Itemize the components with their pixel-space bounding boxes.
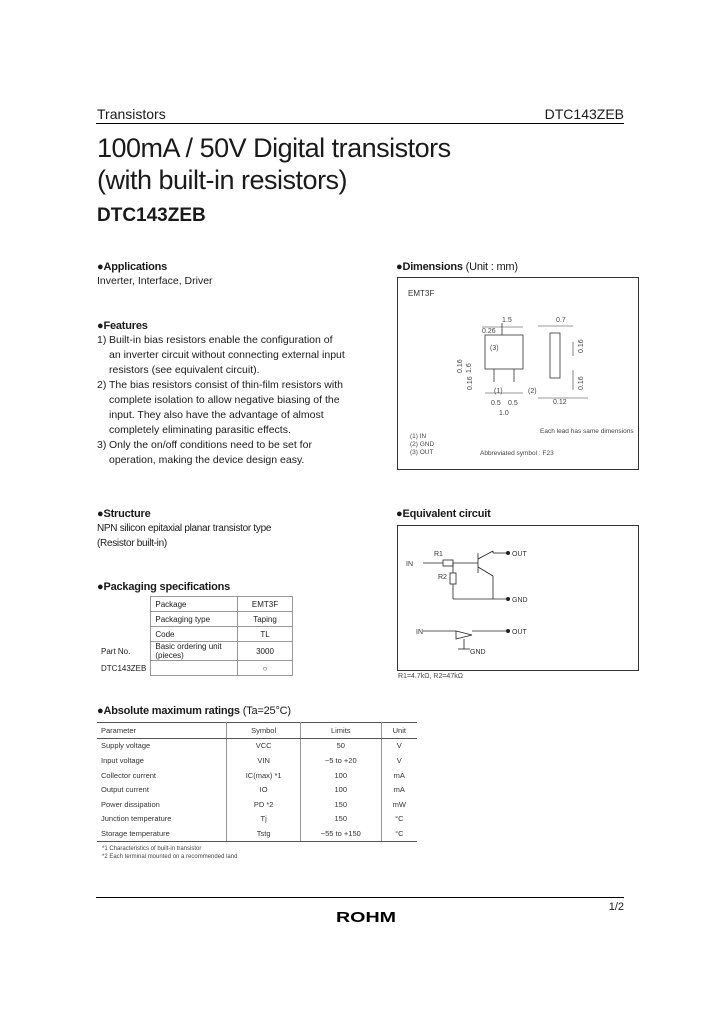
packaging-row: [97, 612, 293, 627]
packaging-value: TL: [238, 627, 293, 642]
svg-text:ROHM: ROHM: [336, 910, 396, 923]
dim-0-16-b: 0.16: [578, 339, 585, 353]
ratings-row: [97, 826, 417, 841]
packaging-value: ○: [238, 661, 293, 676]
packaging-row: [97, 642, 293, 661]
ratings-cell: 50: [300, 738, 381, 753]
ratings-row: [97, 753, 417, 768]
ratings-cell: VIN: [227, 753, 301, 768]
packaging-value: EMT3F: [238, 597, 293, 612]
ratings-cell: °C: [395, 814, 404, 824]
gnd-label: GND: [512, 597, 528, 604]
dim-1-6: 1.6: [466, 363, 473, 373]
structure-heading: ●Structure: [97, 508, 151, 520]
dim-0-16-a: 0.16: [457, 359, 464, 373]
resistor-values: R1=4.7kΩ, R2=47kΩ: [398, 673, 463, 680]
dim-1-0: 1.0: [499, 410, 509, 417]
ratings-heading: ●Absolute maximum ratings (Ta=25°C): [97, 705, 291, 717]
ratings-column-header: Limits: [300, 723, 381, 739]
ratings-cell: V: [396, 741, 402, 751]
ratings-cell: mW: [392, 799, 406, 809]
feature-item: 2) The bias resistors consist of thin-film resistors with complete isolation to allow negative biasing of the input. They also have the advantage of almost completely eliminating parasitic effects.: [97, 379, 343, 436]
ratings-row: [97, 768, 417, 783]
ratings-row: [97, 797, 417, 812]
pin-3: (3) OUT: [410, 449, 434, 456]
ratings-cell: mA: [393, 770, 405, 780]
ratings-cell: 100: [300, 782, 381, 797]
packaging-label: [97, 627, 151, 642]
dim-0-12: 0.12: [553, 399, 567, 406]
packaging-table: [97, 596, 293, 676]
ratings-cell: Storage temperature: [97, 826, 227, 841]
packaging-row: [97, 661, 293, 676]
dim-pin-2: (2): [528, 388, 537, 395]
ratings-cell: °C: [381, 826, 417, 841]
ratings-cell: Tstg: [227, 826, 301, 841]
dim-0-16-c: 0.16: [578, 376, 585, 390]
ratings-notes: *1 Characteristics of built-in transistor *2 Each terminal mounted on a recommended land: [102, 846, 238, 860]
dim-0-26: 0.26: [482, 328, 496, 335]
ratings-row: [97, 738, 417, 753]
ratings-row: [97, 812, 417, 827]
dimensions-drawing: [398, 278, 638, 469]
package-body: [485, 335, 523, 369]
equivalent-circuit-drawing: [398, 526, 638, 670]
header-rule: [96, 123, 624, 124]
ratings-cell: mA: [393, 785, 405, 795]
in-label: IN: [406, 561, 413, 568]
features-list: [97, 333, 347, 468]
out2-terminal: [506, 629, 510, 633]
feature-item: 3) Only the on/off conditions need to be set for operation, making the device design easy.: [97, 439, 312, 466]
abbreviated-symbol: Abbreviated symbol : F23: [480, 450, 554, 457]
out-label: OUT: [512, 551, 527, 558]
ratings-cell: IO: [227, 782, 301, 797]
out2-label: OUT: [512, 629, 527, 636]
ratings-cell: IC(max) *1: [227, 768, 301, 783]
ratings-cell: −5 to +20: [300, 753, 381, 768]
page-number: 1/2: [608, 901, 624, 913]
dim-0-5-b: 0.5: [508, 400, 518, 407]
structure-text: NPN silicon epitaxial planar transistor type (Resistor built-in): [97, 523, 272, 549]
packaging-label: Part No.: [101, 646, 131, 656]
ratings-cell: Tj: [227, 812, 301, 827]
dim-pin-1: (1): [494, 388, 503, 395]
applications-text: Inverter, Interface, Driver: [97, 275, 213, 287]
ratings-column-header: Parameter: [97, 723, 227, 739]
gnd-terminal: [506, 597, 510, 601]
r2-label: R2: [438, 574, 447, 581]
packaging-heading: ●Packaging specifications: [97, 581, 231, 593]
ratings-cell: 100: [300, 768, 381, 783]
header-category: Transistors: [97, 106, 166, 122]
ratings-row: [97, 782, 417, 797]
dim-0-16-d: 0.16: [467, 376, 474, 390]
applications-heading: ●Applications: [97, 261, 168, 273]
equivalent-circuit-heading: ●Equivalent circuit: [396, 508, 491, 520]
packaging-label: [97, 597, 151, 612]
lead-note: Each lead has same dimensions: [540, 428, 634, 435]
ratings-column-header: Unit: [381, 723, 417, 739]
dim-0-5-a: 0.5: [491, 400, 501, 407]
ratings-cell: Collector current: [97, 768, 227, 783]
ratings-head: [97, 723, 417, 739]
ratings-cell: −55 to +150: [300, 826, 381, 841]
packaging-key: Package: [151, 597, 238, 612]
ratings-cell: 150: [300, 797, 381, 812]
title-line-2: (with built-in resistors): [97, 165, 348, 195]
page-title: [97, 132, 451, 196]
ratings-cell: Input voltage: [97, 753, 227, 768]
dim-0-7: 0.7: [556, 317, 566, 324]
dim-1-5: 1.5: [502, 317, 512, 324]
part-number-title: DTC143ZEB: [97, 205, 206, 226]
r1-label: R1: [434, 551, 443, 558]
packaging-row: [97, 627, 293, 642]
ratings-table: [97, 722, 417, 842]
feature-item: 1) Built-in bias resistors enable the configuration of an inverter circuit without connecting external input resistors (see equivalent circuit).: [97, 334, 345, 376]
ratings-cell: 150: [300, 812, 381, 827]
ratings-cell: Supply voltage: [97, 738, 227, 753]
packaging-key: Basic ordering unit (pieces): [151, 642, 238, 661]
package-name: EMT3F: [408, 289, 435, 298]
in2-label: IN: [416, 629, 423, 636]
packaging-label: [97, 612, 151, 627]
equivalent-circuit-box: [397, 525, 639, 671]
packaging-value: 3000: [238, 642, 293, 661]
packaging-label: DTC143ZEB: [101, 663, 147, 673]
ratings-cell: V: [396, 755, 402, 765]
ratings-cell: PD *2: [227, 797, 301, 812]
rohm-logo: [336, 910, 396, 923]
packaging-row: [97, 597, 293, 612]
features-heading: ●Features: [97, 320, 148, 332]
packaging-body: [97, 597, 293, 676]
dimensions-box: [397, 277, 639, 470]
packaging-key: Packaging type: [151, 612, 238, 627]
ratings-column-header: Symbol: [227, 723, 301, 739]
footer-rule: [96, 897, 624, 898]
gnd2-label: GND: [470, 649, 486, 656]
header-part-number: DTC143ZEB: [544, 106, 624, 122]
packaging-key: [151, 661, 238, 676]
packaging-value: Taping: [238, 612, 293, 627]
ratings-cell: VCC: [227, 738, 301, 753]
ratings-cell: Junction temperature: [97, 812, 227, 827]
dimensions-heading: ●Dimensions (Unit : mm): [396, 261, 518, 273]
pin-2: (2) GND: [410, 441, 435, 448]
title-line-1: 100mA / 50V Digital transistors: [97, 133, 451, 163]
out-terminal: [506, 551, 510, 555]
packaging-key: Code: [151, 627, 238, 642]
ratings-cell: Output current: [97, 782, 227, 797]
ratings-body: [97, 738, 417, 841]
pin-1: (1) IN: [410, 433, 427, 440]
ratings-cell: Power dissipation: [97, 797, 227, 812]
dim-pin-3: (3): [490, 345, 499, 352]
